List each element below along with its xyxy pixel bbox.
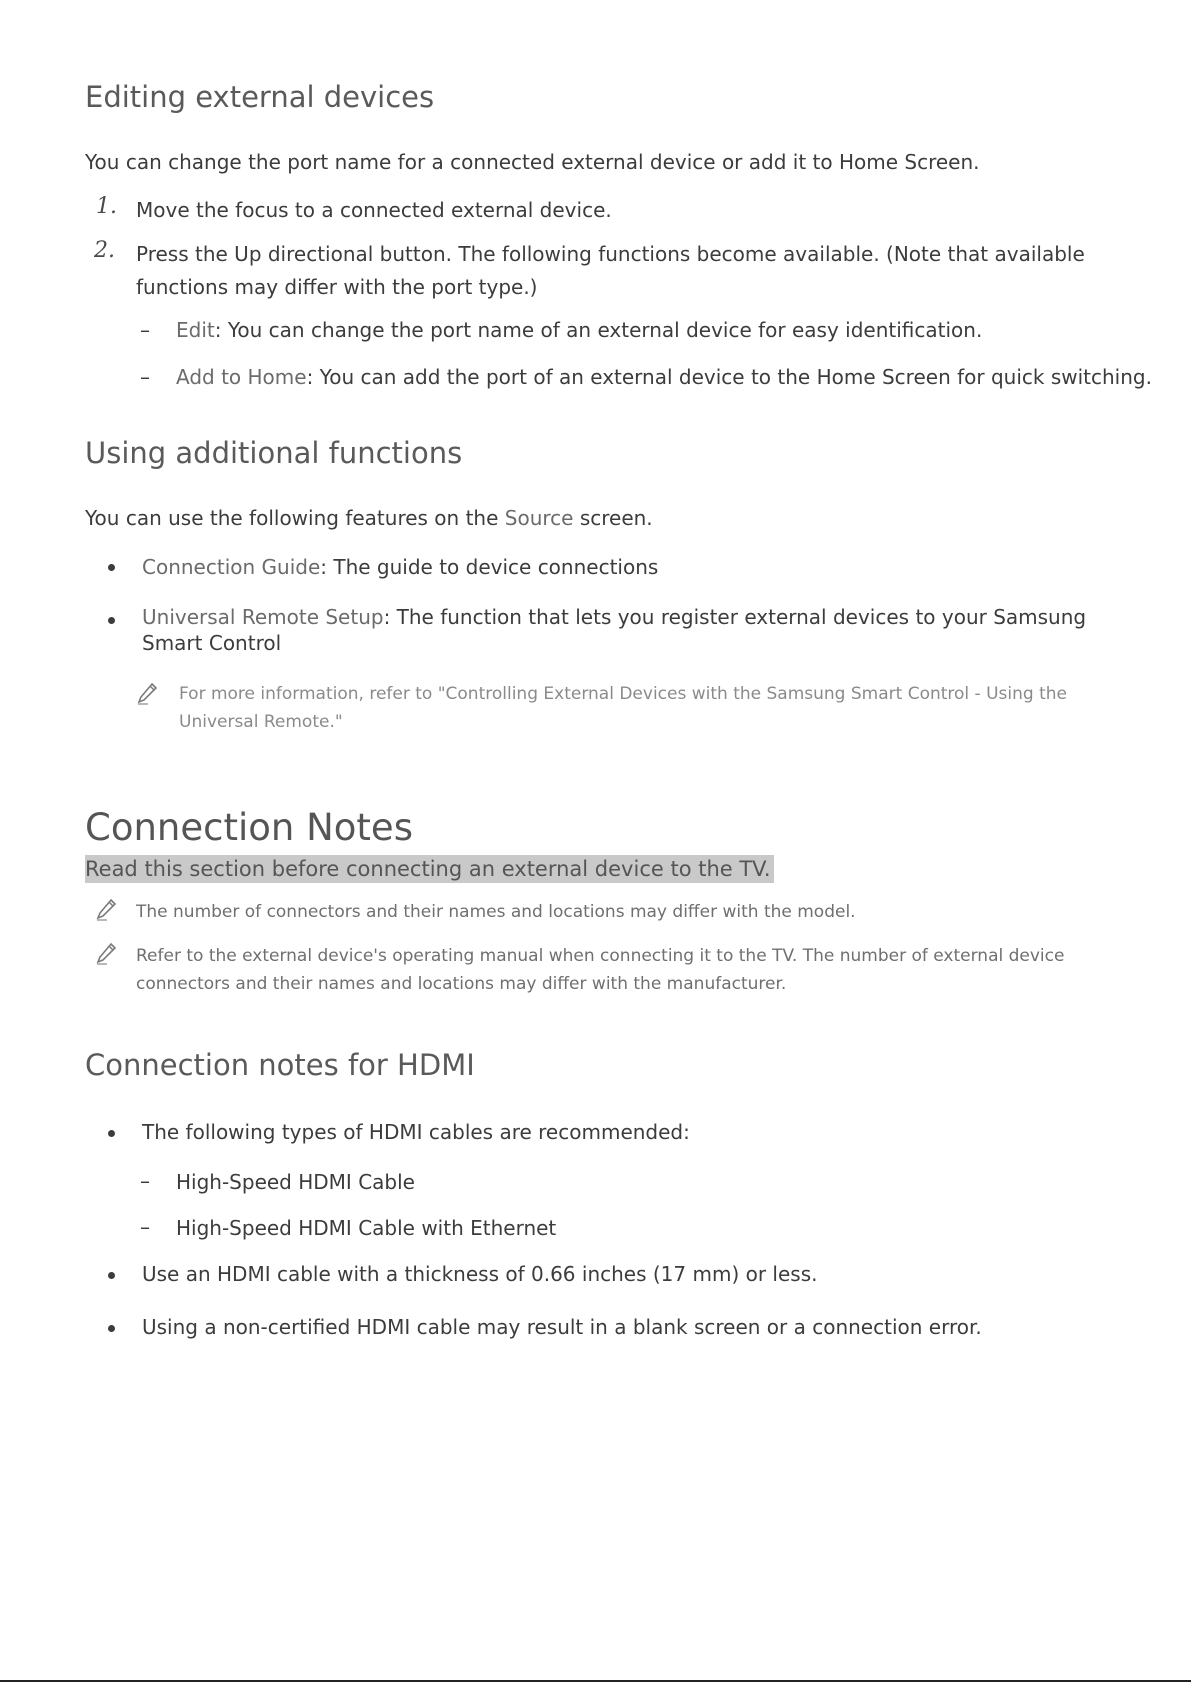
note-item: Refer to the external device's operating manual when connecting it to the TV. The number of external device connectors and their names and locations may differ with the manufacturer. — [136, 946, 1065, 994]
section-heading-editing: Editing external devices — [85, 80, 435, 114]
step-text: Move the focus to a connected external device. — [136, 198, 612, 222]
bullet-dot — [108, 617, 115, 624]
bullet-desc: : The function that lets you register external devices to your Samsung Smart Control — [142, 605, 1087, 655]
step-number: 1. — [96, 194, 117, 219]
page-title-connection-notes: Connection Notes — [85, 806, 413, 849]
function-item-add-to-home — [176, 361, 1152, 394]
function-item-edit — [176, 314, 982, 347]
cable-item: High-Speed HDMI Cable — [176, 1170, 415, 1194]
function-desc: : You can change the port name of an external device for easy identification. — [214, 318, 983, 342]
term-source: Source — [504, 506, 574, 530]
term-connection-guide: Connection Guide — [142, 555, 321, 579]
dash-marker: – — [140, 365, 150, 389]
hdmi-bullet: Use an HDMI cable with a thickness of 0.66 inches (17 mm) or less. — [142, 1262, 818, 1286]
function-desc: : You can add the port of an external device to the Home Screen for quick switching. — [306, 365, 1152, 389]
dash-marker: – — [140, 1215, 150, 1239]
hdmi-bullet: The following types of HDMI cables are recommended: — [142, 1120, 690, 1144]
dash-marker: – — [140, 318, 150, 342]
bullet-dot — [108, 1130, 115, 1137]
pencil-icon — [136, 682, 158, 706]
section-heading-additional: Using additional functions — [85, 436, 463, 470]
term-universal-remote: Universal Remote Setup — [142, 605, 384, 629]
cable-item: High-Speed HDMI Cable with Ethernet — [176, 1216, 557, 1240]
page-bottom-rule — [0, 1680, 1191, 1682]
section-heading-hdmi: Connection notes for HDMI — [85, 1048, 475, 1082]
bullet-universal-remote — [142, 604, 1122, 656]
step-number: 2. — [94, 238, 115, 263]
highlight-banner: Read this section before connecting an external device to the TV. — [85, 855, 774, 883]
bullet-connection-guide — [142, 551, 658, 584]
dash-marker: – — [140, 1169, 150, 1193]
term-edit: Edit — [176, 318, 215, 342]
editing-intro: You can change the port name for a connected external device or add it to Home Screen. — [85, 150, 980, 174]
pencil-icon — [95, 942, 117, 966]
bullet-dot — [108, 1325, 115, 1332]
bullet-dot — [108, 1272, 115, 1279]
info-note: For more information, refer to "Controlling External Devices with the Samsung Smart Control - Using the Universal Remote." — [179, 684, 1067, 732]
bullet-dot — [108, 564, 115, 571]
step-text: Press the Up directional button. The following functions become available. (Note that available functions may differ with the port type.) — [136, 242, 1085, 299]
hdmi-bullet: Using a non-certified HDMI cable may result in a blank screen or a connection error. — [142, 1315, 982, 1339]
additional-intro — [85, 502, 653, 535]
intro-text: screen. — [573, 506, 653, 530]
pencil-icon — [95, 898, 117, 922]
term-add-to-home: Add to Home — [176, 365, 307, 389]
bullet-desc: : The guide to device connections — [320, 555, 659, 579]
note-item: The number of connectors and their names and locations may differ with the model. — [136, 902, 856, 922]
intro-text: You can use the following features on the — [85, 506, 505, 530]
